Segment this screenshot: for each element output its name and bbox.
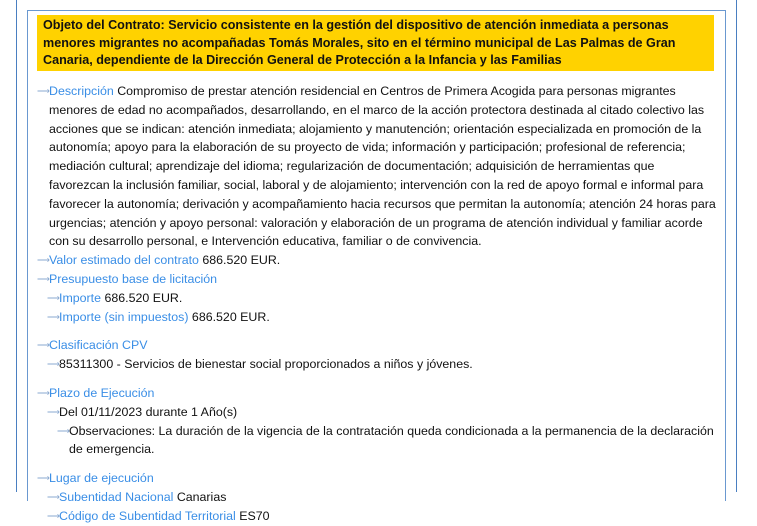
description-value: Compromiso de prestar atención residencial en Centros de Primera Acogida para personas migrantes menores de edad no acompañados, desarrollando, en el marco de la acción protectora destinada al citado colectivo las acciones que se indican: atención inmediata; alojamiento y manutención; orientación especializada en promoción de la autonomía; apoyo para la elaboración de su proyecto de vida; información y participación; profesional de referencia; mediación cultural; aprendizaje del idioma; regularización de documentación; adquisición de herramientas que favorezcan la inclusión familiar, social, laboral y de alojamiento; intervención con la red de apoyo formal e informal para favorecer la autonomía; derivación y acompañamiento hacia recursos que permitan la autonomía; atención 24 horas para urgencias; atención y apoyo personal: valoración y elaboración de un programa de atención individual y familiar acorde con su desarrollo personal, e Intervención educativa, familiar o de convivencia. <box>49 84 716 249</box>
budget-row <box>37 270 717 289</box>
arrow-icon: ⟶ <box>37 387 50 398</box>
arrow-icon: ⟶ <box>37 86 50 96</box>
cpv-value: 85311300 - Servicios de bienestar social proporcionados a niños y jóvenes. <box>59 357 473 372</box>
description-label: Descripción <box>49 84 114 98</box>
territory-code-row <box>47 507 717 526</box>
estimated-value: 686.520 EUR. <box>202 253 281 268</box>
estimated-value-row <box>37 251 717 270</box>
amount-value: 686.520 EUR. <box>104 290 183 305</box>
term-label: Plazo de Ejecución <box>49 385 155 400</box>
arrow-icon: ⟶ <box>47 292 60 303</box>
amount-row <box>47 289 717 308</box>
subentity-value: Canarias <box>176 489 227 504</box>
budget-label: Presupuesto base de licitación <box>49 271 218 286</box>
term-value: Del 01/11/2023 durante 1 Año(s) <box>59 404 238 419</box>
location-label: Lugar de ejecución <box>49 471 154 486</box>
arrow-icon: ⟶ <box>37 255 50 266</box>
estimated-value-label: Valor estimado del contrato <box>49 253 199 268</box>
subentity-row <box>47 488 717 507</box>
location-row <box>37 469 717 488</box>
cpv-label: Clasificación CPV <box>49 338 148 353</box>
territory-code-value: ES70 <box>239 508 270 523</box>
arrow-icon: ⟶ <box>47 406 60 417</box>
arrow-icon: ⟶ <box>47 311 60 322</box>
arrow-icon: ⟶ <box>47 491 60 502</box>
cpv-value-row <box>47 355 717 374</box>
term-value-row <box>47 403 717 422</box>
amount-no-tax-row <box>47 308 717 327</box>
amount-no-tax-label: Importe (sin impuestos) <box>59 309 189 324</box>
arrow-icon: ⟶ <box>47 510 60 521</box>
observations-value: Observaciones: La duración de la vigencia de la contratación queda condicionada a la permanencia de la declaración de emergencia. <box>69 423 714 457</box>
arrow-icon: ⟶ <box>37 473 50 484</box>
amount-no-tax-value: 686.520 EUR. <box>191 309 270 324</box>
observations-row <box>57 422 717 460</box>
subentity-label: Subentidad Nacional <box>59 489 174 504</box>
amount-label: Importe <box>59 290 102 305</box>
contract-details <box>37 82 717 526</box>
arrow-icon: ⟶ <box>37 273 50 284</box>
term-row <box>37 384 717 403</box>
contract-object-title: Objeto del Contrato: Servicio consistente en la gestión del dispositivo de atención inmediata a personas menores migrantes no acompañadas Tomás Morales, sito en el término municipal de Las Palmas de Gran Canaria, dependiente de la Dirección General de Protección a la Infancia y las Familias <box>37 15 714 71</box>
description-row <box>37 82 717 251</box>
territory-code-label: Código de Subentidad Territorial <box>59 508 236 523</box>
cpv-row <box>37 336 717 355</box>
arrow-icon: ⟶ <box>37 340 50 351</box>
arrow-icon: ⟶ <box>47 359 60 370</box>
arrow-icon: ⟶ <box>57 425 70 436</box>
